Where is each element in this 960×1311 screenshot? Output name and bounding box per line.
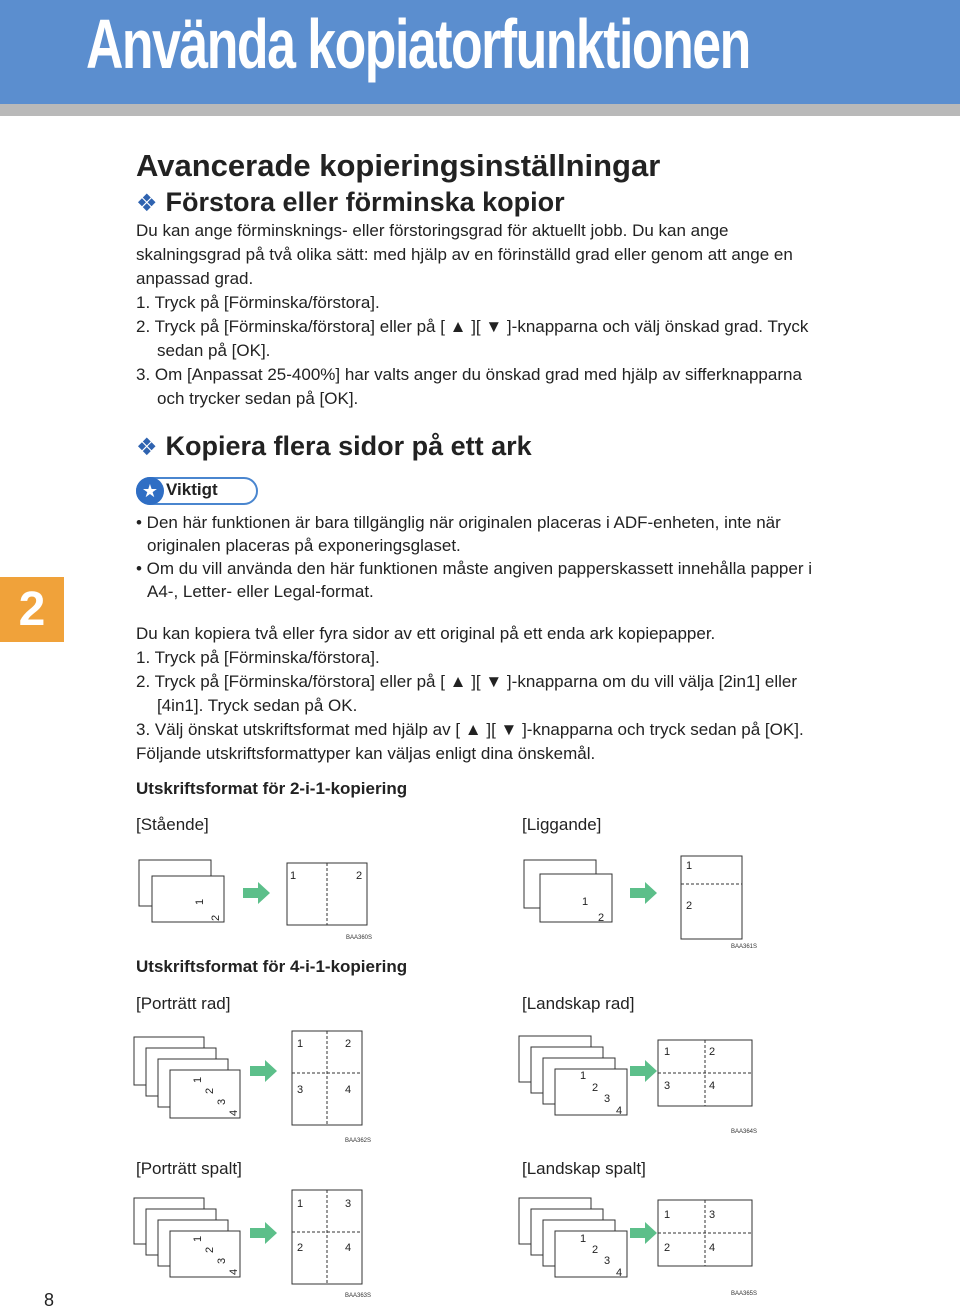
figure-code: BAA360S — [346, 935, 373, 941]
diamond-bullet-icon: ❖ — [136, 190, 158, 217]
section2-text-4: 3. Välj önskat utskriftsformat med hjälp av [ ▲ ][ ▼ ]-knapparna och tryck sedan på [OK]. — [136, 720, 804, 739]
page-number-label: 1 — [580, 1070, 587, 1082]
section1-step-3-cont: och trycker sedan på [OK]. — [157, 389, 359, 408]
page-number-label: 4 — [345, 1084, 352, 1096]
page-number-label: 1 — [686, 860, 693, 872]
important-bullet-2: • Om du vill använda den här funktionen måste angiven papperskassett innehålla papper i — [136, 559, 812, 578]
page-number-label: 2 — [356, 870, 363, 882]
landscape-label: [Liggande] — [522, 815, 602, 834]
star-icon: ★ — [136, 477, 164, 505]
page-number-label: 2 — [664, 1242, 671, 1254]
important-bullet-2-cont: A4-, Letter- eller Legal-format. — [147, 582, 374, 601]
important-label: Viktigt — [166, 480, 218, 499]
page-number-label: 4 — [228, 1268, 240, 1275]
page-number-label: 1 — [297, 1198, 304, 1210]
page-number-label: 1 — [297, 1038, 304, 1050]
page-number-label: 4 — [709, 1242, 716, 1254]
page-number: 8 — [44, 1290, 55, 1310]
chapter-title: Använda kopiatorfunktionen — [86, 5, 750, 83]
page-number-label: 3 — [664, 1080, 671, 1092]
important-bullet-1-cont: originalen placeras på exponeringsglaset. — [147, 536, 461, 555]
page-number-label: 2 — [345, 1038, 352, 1050]
arrow-icon — [630, 882, 657, 904]
diagram-2in1-landscape — [524, 856, 757, 950]
page-number-label: 1 — [664, 1209, 671, 1221]
page-number-label: 1 — [664, 1046, 671, 1058]
page-number-label: 3 — [216, 1098, 228, 1105]
page-number-label: 4 — [616, 1267, 623, 1279]
section1-intro-1: Du kan ange förminsknings- eller förstoringsgrad för aktuellt jobb. Du kan ange — [136, 221, 729, 240]
page-number-label: 3 — [604, 1093, 611, 1105]
page-number-label: 1 — [194, 898, 206, 905]
section2-text-3-cont: [4in1]. Tryck sedan på OK. — [157, 696, 358, 715]
arrow-icon — [630, 1222, 657, 1244]
main-heading: Avancerade kopieringsinställningar — [136, 148, 661, 183]
page-number-label: 3 — [345, 1198, 352, 1210]
page-number-label: 2 — [210, 914, 222, 921]
portrait-col-label: [Porträtt spalt] — [136, 1159, 242, 1178]
diagram-4in1-portrait-row — [134, 1031, 371, 1144]
page-number-label: 1 — [582, 896, 589, 908]
section2-text-2: 1. Tryck på [Förminska/förstora]. — [136, 648, 380, 667]
page-number-label: 2 — [204, 1087, 216, 1094]
landscape-row-label: [Landskap rad] — [522, 994, 635, 1013]
diagram-4in1-landscape-row — [519, 1036, 757, 1135]
diagram-4in1-landscape-col — [519, 1198, 757, 1297]
arrow-icon — [630, 1060, 657, 1082]
page-number-label: 1 — [192, 1076, 204, 1083]
section2-text-3: 2. Tryck på [Förminska/förstora] eller på [ ▲ ][ ▼ ]-knapparna om du vill välja [2in1] eller — [136, 672, 798, 691]
page-number-label: 4 — [228, 1109, 240, 1116]
important-bullet-1: • Den här funktionen är bara tillgänglig när originalen placeras i ADF-enheten, inte när — [136, 513, 781, 532]
format-4in1-title: Utskriftsformat för 4-i-1-kopiering — [136, 957, 408, 976]
page-number-label: 2 — [592, 1244, 599, 1256]
page-number-label: 2 — [592, 1082, 599, 1094]
page-number-label: 2 — [297, 1242, 304, 1254]
section2-text-5: Följande utskriftsformattyper kan väljas enligt dina önskemål. — [136, 744, 596, 763]
diamond-bullet-icon: ❖ — [136, 434, 158, 461]
section1-step-2-cont: sedan på [OK]. — [157, 341, 271, 360]
page-number-label: 4 — [345, 1242, 352, 1254]
figure-code: BAA363S — [345, 1293, 372, 1299]
page-number-label: 3 — [604, 1255, 611, 1267]
arrow-icon — [250, 1060, 277, 1082]
diagram-2in1-portrait — [139, 860, 372, 941]
chapter-number-tab: 2 — [0, 577, 64, 642]
section1-intro-3: anpassad grad. — [136, 269, 254, 288]
format-2in1-title: Utskriftsformat för 2-i-1-kopiering — [136, 779, 408, 798]
figure-code: BAA364S — [731, 1129, 758, 1135]
arrow-icon — [250, 1222, 277, 1244]
section1-title: Förstora eller förminska kopior — [165, 187, 565, 217]
page-number-label: 1 — [290, 870, 297, 882]
page-number-label: 3 — [297, 1084, 304, 1096]
page-number-label: 3 — [709, 1209, 716, 1221]
portrait-label: [Stående] — [136, 815, 209, 834]
page-number-label: 1 — [192, 1235, 204, 1242]
page-number-label: 2 — [709, 1046, 716, 1058]
page-number-label: 2 — [686, 900, 693, 912]
page-number-label: 1 — [580, 1233, 587, 1245]
figure-code: BAA365S — [731, 1291, 758, 1297]
page-number-label: 4 — [709, 1080, 716, 1092]
arrow-icon — [243, 882, 270, 904]
page-number-label: 4 — [616, 1105, 623, 1117]
diagram-4in1-portrait-col — [134, 1190, 371, 1299]
section2-title: Kopiera flera sidor på ett ark — [165, 431, 532, 461]
section1-step-2: 2. Tryck på [Förminska/förstora] eller på [ ▲ ][ ▼ ]-knapparna och välj önskad grad. Tryck — [136, 317, 809, 336]
section1-step-3: 3. Om [Anpassat 25-400%] har valts anger du önskad grad med hjälp av sifferknapparna — [136, 365, 802, 384]
page-number-label: 2 — [204, 1246, 216, 1253]
landscape-col-label: [Landskap spalt] — [522, 1159, 646, 1178]
section1-intro-2: skalningsgrad på två olika sätt: med hjälp av en förinställd grad eller genom att ange en — [136, 245, 793, 264]
figure-code: BAA361S — [731, 944, 758, 950]
page-number-label: 2 — [598, 912, 605, 924]
section2-text-1: Du kan kopiera två eller fyra sidor av ett original på ett enda ark kopiepapper. — [136, 624, 716, 643]
figure-code: BAA362S — [345, 1138, 372, 1144]
portrait-row-label: [Porträtt rad] — [136, 994, 231, 1013]
section1-step-1: 1. Tryck på [Förminska/förstora]. — [136, 293, 380, 312]
page-number-label: 3 — [216, 1257, 228, 1264]
